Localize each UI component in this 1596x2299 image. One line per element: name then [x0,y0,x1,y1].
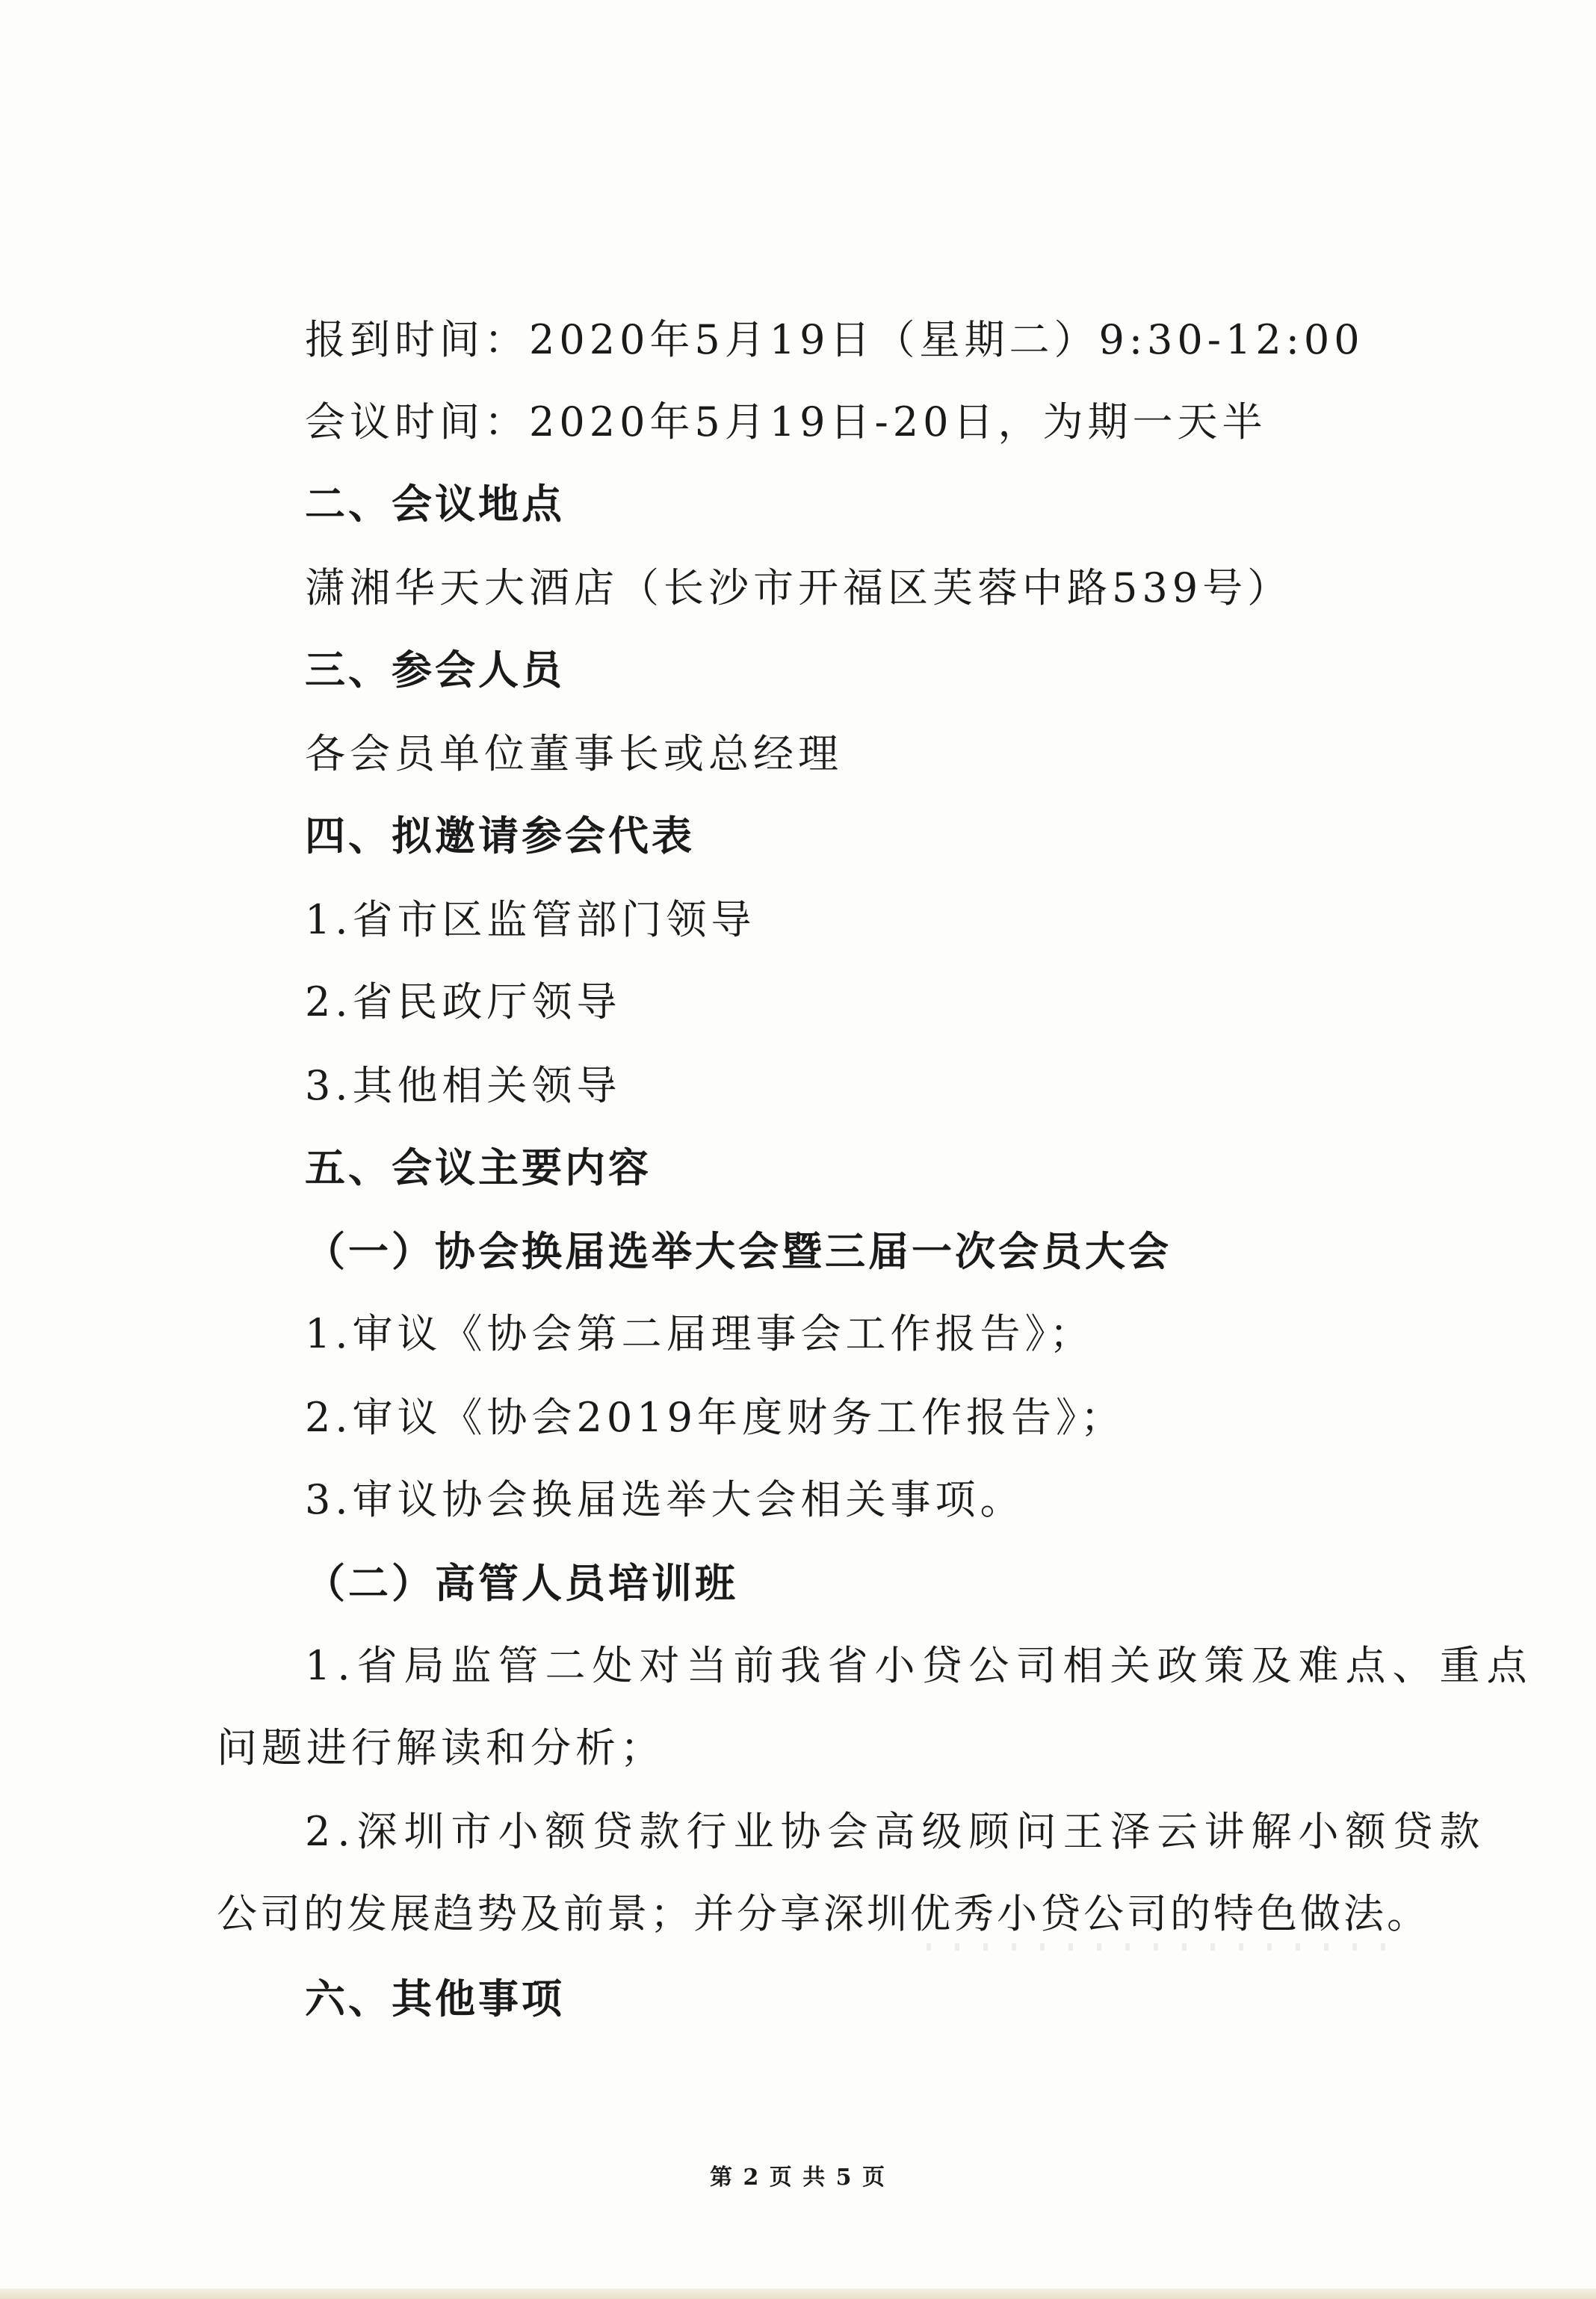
meeting-time: 会议时间：2020年5月19日-20日，为期一天半 [305,398,1267,445]
invited-item-2: 2.省民政厅领导 [305,978,622,1025]
page-number-footer: 第 2 页 共 5 页 [710,2164,886,2191]
section-heading-venue: 二、会议地点 [305,481,565,528]
training-item-1-line-1: 1.省局监管二处对当前我省小贷公司相关政策及难点、重点 [305,1642,1534,1689]
training-item-2-line-1: 2.深圳市小额贷款行业协会高级顾问王泽云讲解小额贷款 [305,1808,1487,1855]
section-heading-other: 六、其他事项 [305,1975,565,2022]
election-item-2: 2.审议《协会2019年度财务工作报告》； [305,1394,1125,1441]
scan-specks [927,1943,1405,1951]
invited-item-3: 3.其他相关领导 [305,1062,622,1109]
subsection-heading-election: （一）协会换届选举大会暨三届一次会员大会 [305,1228,1172,1275]
subsection-heading-training: （二）高管人员培训班 [305,1560,738,1607]
scan-edge [0,2289,1596,2299]
venue-address: 潇湘华天大酒店（长沙市开福区芙蓉中路539号） [305,564,1293,611]
section-heading-content: 五、会议主要内容 [305,1144,652,1191]
training-item-1-line-2: 问题进行解读和分析； [217,1724,665,1771]
registration-time: 报到时间：2020年5月19日（星期二）9:30-12:00 [305,316,1364,363]
attendees-text: 各会员单位董事长或总经理 [305,730,843,777]
election-item-1: 1.审议《协会第二届理事会工作报告》； [305,1310,1095,1357]
invited-item-1: 1.省市区监管部门领导 [305,896,756,943]
section-heading-invited: 四、拟邀请参会代表 [305,812,695,860]
training-item-2-line-2: 公司的发展趋势及前景；并分享深圳优秀小贷公司的特色做法。 [217,1890,1430,1937]
section-heading-attendees: 三、参会人员 [305,647,565,694]
election-item-3: 3.审议协会换届选举大会相关事项。 [305,1476,1025,1523]
